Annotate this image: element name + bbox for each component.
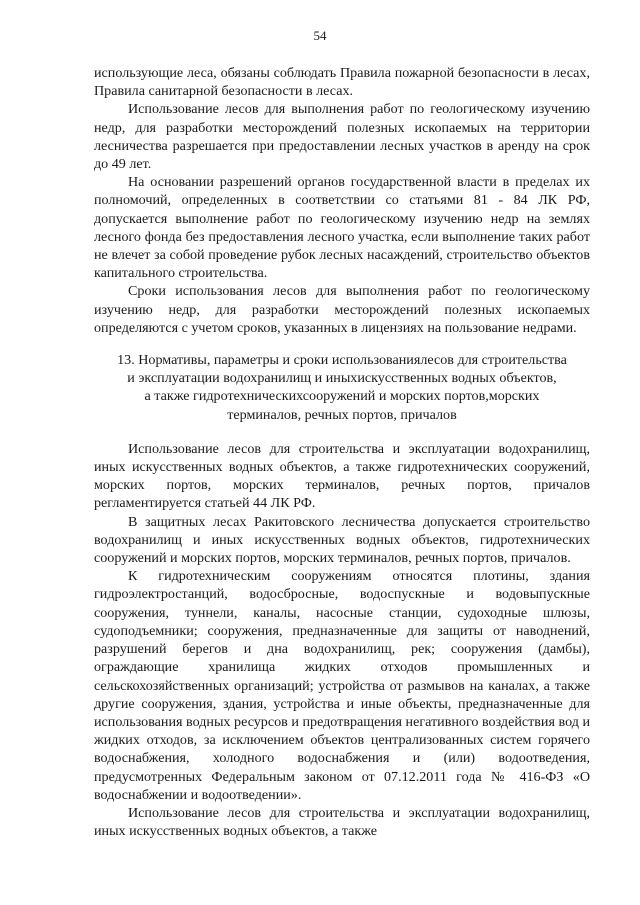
- heading-line: терминалов, речных портов, причалов: [227, 406, 457, 423]
- paragraph: Использование лесов для выполнения работ по геологическому изучению недр, для разработки месторождений полезных ископаемых на территории лесничества разрешается при предоставлении лесных участков в аренду на срок до 49 лет.: [94, 101, 590, 173]
- paragraph: В защитных лесах Ракитовского лесничества допускается строительство водохранилищ и иных искусственных водных объектов, гидротехнических сооружений и морских портов, морских терминалов, речных портов, причалов.: [94, 513, 590, 567]
- paragraph: использующие леса, обязаны соблюдать Правила пожарной безопасности в лесах, Правила санитарной безопасности в лесах.: [94, 65, 590, 100]
- paragraph: К гидротехническим сооружениям относятся плотины, здания гидроэлектростанций, водосбросные, водоспускные и водовыпускные сооружения, туннели, каналы, насосные станции, судоходные шлюзы, судоподъемники; сооружения, предназначенные для защиты от наводнений, разрушений берегов и дна водохранилищ, рек; сооружения (дамбы), ограждающие хранилища жидких отходов промышленных и сельскохозяйственных организаций; устройства от размывов на каналах, а также другие сооружения, здания, устройства и иные объекты, предназначенные для использования водных ресурсов и предотвращения негативного воздействия вод и жидких отходов, за исключением объектов централизованных систем горячего водоснабжения, холодного водоснабжения и (или) водоотведения, предусмотренных Федеральным законом от 07.12.2011 года № 416-ФЗ «О водоснабжении и водоотведении».: [94, 568, 590, 803]
- section-13-heading: [94, 351, 590, 424]
- paragraph: На основании разрешений органов государственной власти в пределах их полномочий, определенных в соответствии со статьями 81 - 84 ЛК РФ, допускается выполнение работ по геологическому изучению недр на землях лесного фонда без предоставления лесного участка, если выполнение таких работ не влечет за собой проведение рубок лесных насаждений, строительство объектов капитального строительства.: [94, 174, 590, 282]
- section-13-text: [94, 440, 590, 840]
- document-body: [94, 64, 590, 840]
- paragraph: Использование лесов для строительства и эксплуатации водохранилищ, иных искусственных водных объектов, а также: [94, 804, 590, 840]
- page-number: 54: [313, 28, 327, 43]
- section-12-text: [94, 64, 590, 337]
- paragraph: Сроки использования лесов для выполнения работ по геологическому изучению недр, для разработки месторождений полезных ископаемых определяются с учетом сроков, указанных в лицензиях на пользование недрами.: [94, 283, 590, 336]
- heading-line: а также гидротехническихсооружений и морских портов,морских: [144, 388, 540, 405]
- paragraph: Использование лесов для строительства и эксплуатации водохранилищ, иных искусственных водных объектов, а также гидротехнических сооружений, морских портов, морских терминалов, речных портов, причалов регламентируется статьей 44 ЛК РФ.: [94, 440, 590, 512]
- heading-line: и эксплуатации водохранилищ и иныхискусственных водных объектов,: [127, 370, 557, 387]
- heading-line: 13. Нормативы, параметры и сроки использованиялесов для строительства: [117, 352, 567, 369]
